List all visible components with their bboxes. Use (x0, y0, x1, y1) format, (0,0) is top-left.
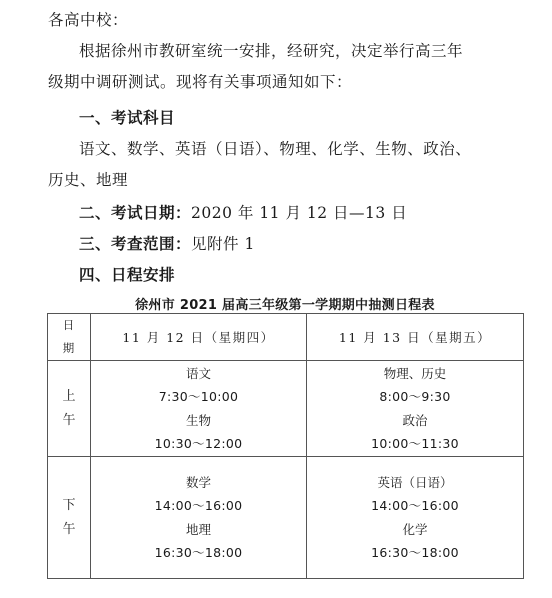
exam-time: 10:00～11:30 (371, 436, 459, 451)
exam-time: 8:00～9:30 (379, 389, 451, 404)
section-heading-scope: 三、考查范围： (79, 235, 192, 253)
schedule-table-title: 徐州市 2021 届高三年级第一学期期中抽测日程表 (135, 298, 435, 313)
section-heading-subjects: 一、考试科目 (79, 109, 176, 127)
morning-label: 上 午 (48, 361, 91, 457)
exam-date-value: 2020 年 11 月 12 日—13 日 (191, 204, 408, 222)
afternoon-day1-cell (91, 457, 307, 579)
intro-paragraph-line-1: 根据徐州市教研室统一安排，经研究，决定举行高三年 (79, 42, 464, 60)
table-row (48, 457, 524, 579)
morning-day1-cell (91, 361, 307, 457)
table-header-row (48, 314, 524, 361)
schedule-table (47, 313, 524, 579)
table-row (48, 361, 524, 457)
intro-paragraph-line-2: 级期中调研测试。现将有关事项通知如下： (48, 73, 353, 91)
exam-time: 14:00～16:00 (154, 498, 243, 513)
subject-name: 化学 (402, 521, 428, 537)
morning-day2-cell (307, 361, 524, 457)
subject-name: 地理 (185, 521, 211, 537)
subject-name: 政治 (402, 412, 428, 428)
afternoon-label: 下 午 (48, 457, 91, 579)
day2-header: 11 月 13 日（星期五） (307, 314, 524, 361)
exam-time: 7:30～10:00 (158, 389, 239, 404)
scope-value: 见附件 1 (191, 235, 255, 253)
exam-time: 14:00～16:00 (371, 498, 459, 513)
subject-name: 语文 (185, 365, 211, 381)
subject-name: 生物 (185, 412, 211, 428)
date-corner-cell (48, 314, 91, 361)
exam-time: 10:30～12:00 (154, 436, 243, 451)
day1-header: 11 月 12 日（星期四） (91, 314, 307, 361)
subject-name: 英语（日语） (377, 474, 453, 490)
subject-name: 物理、历史 (383, 365, 447, 381)
subjects-line-2: 历史、地理 (48, 171, 129, 189)
afternoon-day2-cell (307, 457, 524, 579)
exam-time: 16:30～18:00 (154, 545, 243, 560)
exam-date-row (79, 203, 407, 223)
subjects-line-1: 语文、数学、英语（日语）、物理、化学、生物、政治、 (79, 140, 472, 158)
scope-row (79, 234, 255, 254)
exam-time: 16:30～18:00 (371, 545, 459, 560)
salutation: 各高中校： (48, 11, 129, 29)
corner-label-bottom: 期 (62, 341, 76, 355)
subject-name: 数学 (185, 474, 211, 490)
section-heading-schedule: 四、日程安排 (79, 266, 176, 284)
section-heading-exam-date: 二、考试日期： (79, 204, 192, 222)
corner-label-top: 日 (62, 318, 76, 332)
